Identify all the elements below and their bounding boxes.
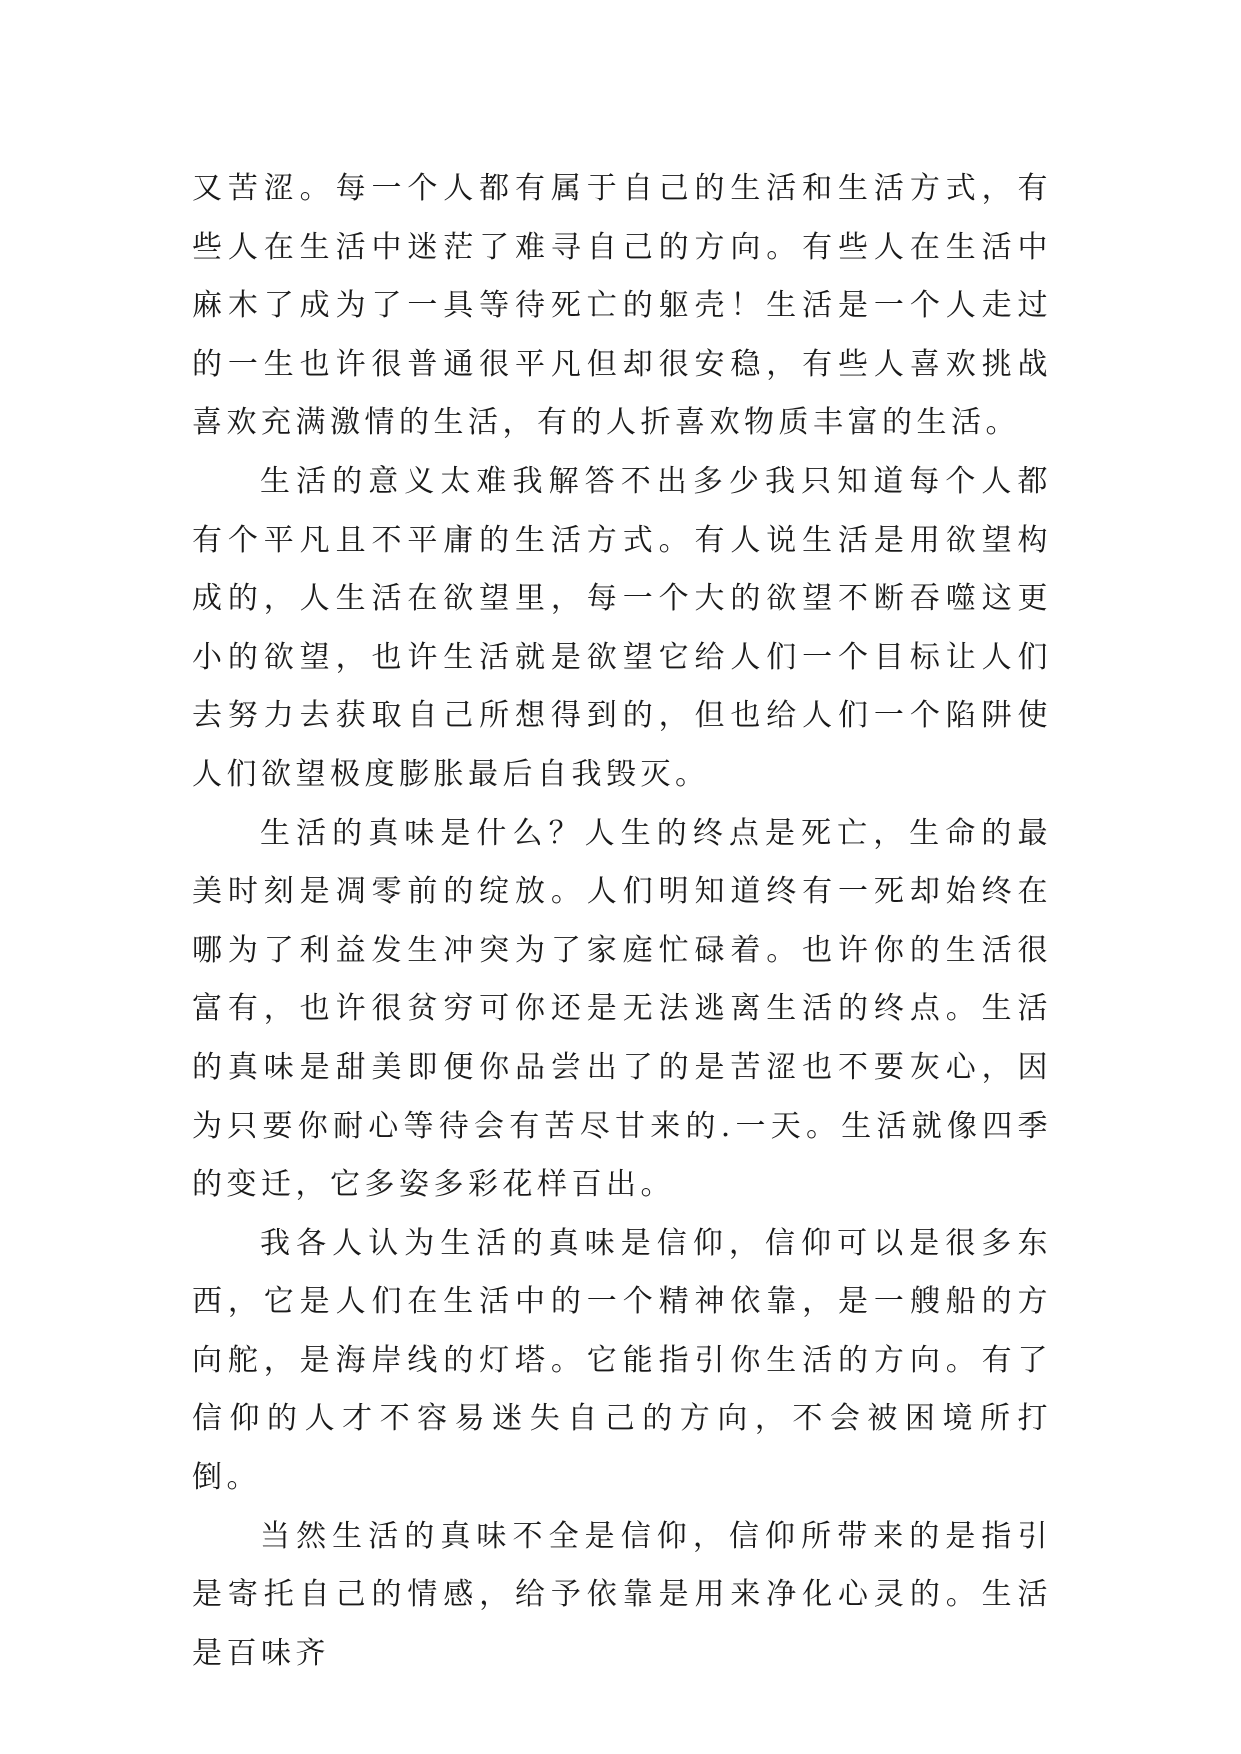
document-body bbox=[192, 160, 1052, 1683]
paragraph-1: 又苦涩。每一个人都有属于自己的生活和生活方式，有些人在生活中迷茫了难寻自己的方向。有些人在生活中麻木了成为了一具等待死亡的躯壳！生活是一个人走过的一生也许很普通很平凡但却很安稳，有些人喜欢挑战喜欢充满激情的生活，有的人折喜欢物质丰富的生活。 bbox=[192, 171, 1052, 441]
paragraph-5: 当然生活的真味不全是信仰，信仰所带来的是指引是寄托自己的情感，给予依靠是用来净化心灵的。生活是百味齐 bbox=[192, 1518, 1052, 1671]
paragraph-3: 生活的真味是什么？人生的终点是死亡，生命的最美时刻是凋零前的绽放。人们明知道终有一死却始终在哪为了利益发生冲突为了家庭忙碌着。也许你的生活很富有，也许很贫穷可你还是无法逃离生活的终点。生活的真味是甜美即便你品尝出了的是苦涩也不要灰心，因为只要你耐心等待会有苦尽甘来的.一天。生活就像四季的变迁，它多姿多彩花样百出。 bbox=[192, 815, 1052, 1203]
paragraph-4: 我各人认为生活的真味是信仰，信仰可以是很多东西，它是人们在生活中的一个精神依靠，是一艘船的方向舵，是海岸线的灯塔。它能指引你生活的方向。有了信仰的人才不容易迷失自己的方向，不会被困境所打倒。 bbox=[192, 1225, 1052, 1496]
paragraph-2: 生活的意义太难我解答不出多少我只知道每个人都有个平凡且不平庸的生活方式。有人说生活是用欲望构成的，人生活在欲望里，每一个大的欲望不断吞噬这更小的欲望，也许生活就是欲望它给人们一个目标让人们去努力去获取自己所想得到的，但也给人们一个陷阱使人们欲望极度膨胀最后自我毁灭。 bbox=[192, 463, 1052, 792]
